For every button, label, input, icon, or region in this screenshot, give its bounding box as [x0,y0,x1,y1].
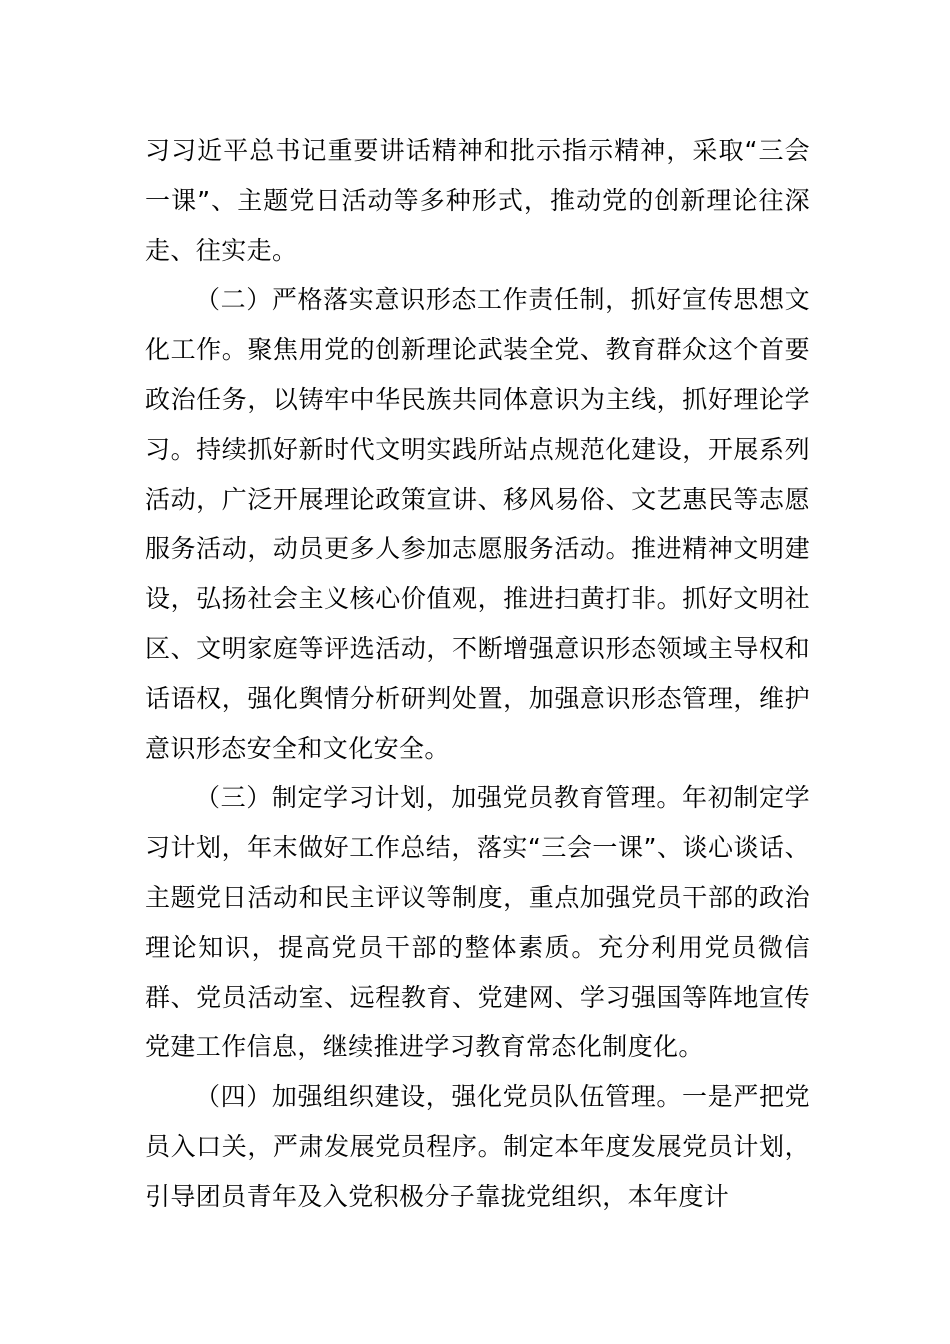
paragraph-section-three: （三）制定学习计划，加强党员教育管理。年初制定学习计划，年末做好工作总结，落实“三会一课”、谈心谈话、主题党日活动和民主评议等制度，重点加强党员干部的政治理论知识，提高党员干部的整体素质。充分利用党员微信群、党员活动室、远程教育、党建网、学习强国等阵地宣传党建工作信息，继续推进学习教育常态化制度化。 [145,783,810,1062]
paragraph-section-two: （二）严格落实意识形态工作责任制，抓好宣传思想文化工作。聚焦用党的创新理论武装全党、教育群众这个首要政治任务，以铸牢中华民族共同体意识为主线，抓好理论学习。持续抓好新时代文明实践所站点规范化建设，开展系列活动，广泛开展理论政策宣讲、移风易俗、文艺惠民等志愿服务活动，动员更多人参加志愿服务活动。推进精神文明建设，弘扬社会主义核心价值观，推进扫黄打非。抓好文明社区、文明家庭等评选活动，不断增强意识形态领域主导权和话语权，强化舆情分析研判处置，加强意识形态管理，维护意识形态安全和文化安全。 [145,285,810,763]
paragraph-continuation: 习习近平总书记重要讲话精神和批示指示精神，采取“三会一课”、主题党日活动等多种形式，推动党的创新理论往深走、往实走。 [145,136,810,265]
paragraph-section-four: （四）加强组织建设，强化党员队伍管理。一是严把党员入口关，严肃发展党员程序。制定本年度发展党员计划，引导团员青年及入党积极分子靠拢党组织，本年度计 [145,1082,810,1211]
document-body [145,126,810,1222]
